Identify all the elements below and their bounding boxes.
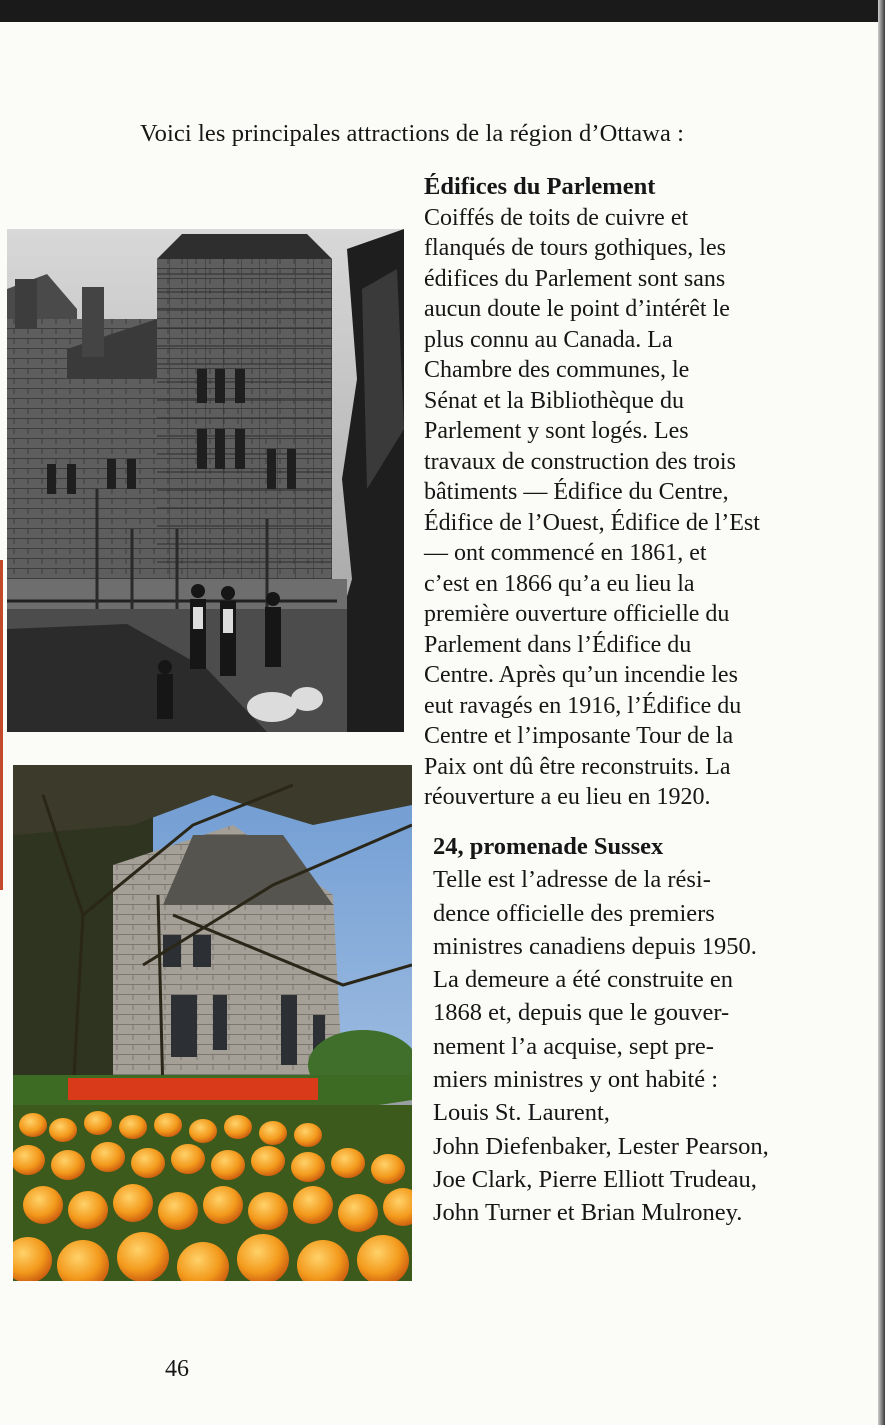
body-line: travaux de construction des trois (424, 448, 736, 475)
parliament-heading: Édifices du Parlement (424, 173, 656, 200)
page-edge-shadow (878, 0, 885, 1425)
body-line: Centre et l’imposante Tour de la (424, 723, 734, 749)
body-line: Édifice de l’Ouest, Édifice de l’Est (424, 509, 760, 536)
body-line: 1868 et, depuis que le gouver- (433, 999, 730, 1027)
body-line: John Diefenbaker, Lester Pearson, (433, 1132, 769, 1160)
body-line: Sénat et la Bibliothèque du (424, 387, 684, 414)
body-line: Telle est l’adresse de la rési- (433, 866, 711, 894)
intro-text: Voici les principales attractions de la région d’Ottawa : (140, 120, 685, 147)
body-line: Centre. Après qu’un incendie les (424, 662, 738, 688)
body-line: Parlement y sont logés. Les (424, 418, 689, 444)
body-line: première ouverture officielle du (424, 601, 730, 627)
body-line: plus connu au Canada. La (424, 326, 673, 353)
body-line: — ont commencé en 1861, et (424, 540, 707, 566)
page-edge-mark (0, 560, 3, 890)
parliament-section (424, 172, 844, 813)
body-line: flanqués de tours gothiques, les (424, 235, 726, 261)
body-line: Joe Clark, Pierre Elliott Trudeau, (433, 1165, 757, 1193)
sussex-heading: 24, promenade Sussex (433, 833, 664, 860)
body-line: bâtiments — Édifice du Centre, (424, 479, 729, 505)
body-line: La demeure a été construite en (433, 966, 733, 994)
body-line: eut ravagés en 1916, l’Édifice du (424, 692, 742, 719)
body-line: miers ministres y ont habité : (433, 1066, 719, 1094)
body-line: Parlement dans l’Édifice du (424, 631, 692, 658)
body-line: nement l’a acquise, sept pre- (433, 1032, 714, 1060)
body-line: dence officielle des premiers (433, 899, 715, 927)
body-line: aucun doute le point d’intérêt le (424, 296, 730, 322)
body-line: John Turner et Brian Mulroney. (433, 1199, 743, 1227)
body-line: c’est en 1866 qu’a eu lieu la (424, 570, 695, 597)
body-line: ministres canadiens depuis 1950. (433, 932, 757, 960)
page-number: 46 (165, 1356, 189, 1382)
body-line: Coiffés de toits de cuivre et (424, 204, 689, 231)
sussex-section (433, 830, 853, 1230)
body-line: réouverture a eu lieu en 1920. (424, 784, 711, 810)
body-line: Paix ont dû être reconstruits. La (424, 753, 731, 780)
body-line: Louis St. Laurent, (433, 1099, 610, 1127)
body-line: Chambre des communes, le (424, 357, 690, 383)
book-page (0, 22, 878, 1425)
parliament-construction-photo (7, 229, 404, 732)
body-line: édifices du Parlement sont sans (424, 265, 726, 292)
sussex-residence-tulips-photo (13, 765, 412, 1281)
